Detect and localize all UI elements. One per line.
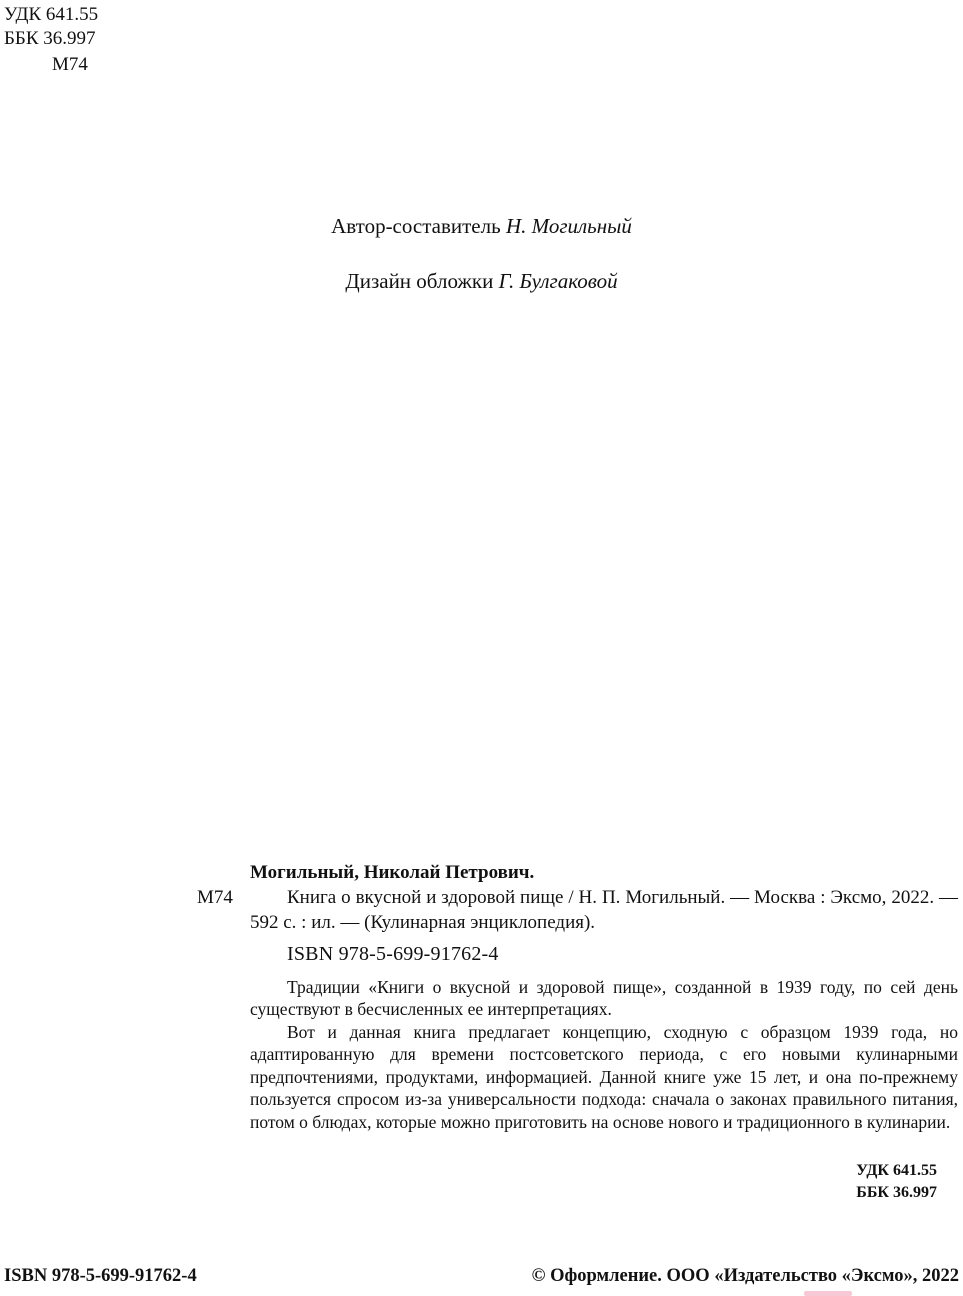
annotation-paragraph-1: Традиции «Книги о вкусной и здоровой пище», созданной в 1939 году, по сей день существуют в бесчисленных ее интерпретациях. [250, 977, 958, 1020]
author-mark-top: М74 [52, 54, 88, 75]
udk-code-bottom: УДК 641.55 [856, 1162, 937, 1179]
compiler-name: Н. Могильный [505, 214, 632, 238]
bib-isbn: ISBN 978-5-699-91762-4 [287, 943, 499, 965]
compiler-label: Автор-составитель [331, 214, 501, 238]
printer-mark [804, 1291, 852, 1296]
bib-description: Книга о вкусной и здоровой пище / Н. П. Могильный. — Москва : Эксмо, 2022. — 592 с. : ил. — (Кулинарная энциклопедия). [250, 887, 958, 933]
footer-copyright: © Оформление. ООО «Издательство «Эксмо», 2022 [531, 1266, 959, 1286]
annotation-paragraph-2: Вот и данная книга предлагает концепцию, сходную с образцом 1939 года, но адаптированную для времени постсоветского периода, с его новыми кулинарными предпочтениями, продуктами, информацией. Данной книге уже 15 лет, и она по-прежнему пользуется спросом из-за универсальности подхода: сначала о законах правильного питания, потом о блюдах, которые можно приготовить на основе нового и традиционного в кулинарии. [250, 1022, 958, 1132]
bib-author-mark: М74 [197, 887, 233, 908]
bbk-code-top: ББК 36.997 [4, 28, 96, 49]
footer-isbn: ISBN 978-5-699-91762-4 [4, 1266, 197, 1286]
cover-designer-name: Г. Булгаковой [498, 269, 618, 293]
compiler-credit [0, 214, 963, 239]
cover-design-label: Дизайн обложки [345, 269, 494, 293]
udk-code-top: УДК 641.55 [4, 4, 99, 25]
bbk-code-bottom: ББК 36.997 [856, 1184, 937, 1201]
bib-author-heading: Могильный, Николай Петрович. [250, 862, 535, 883]
cover-design-credit [0, 269, 963, 294]
